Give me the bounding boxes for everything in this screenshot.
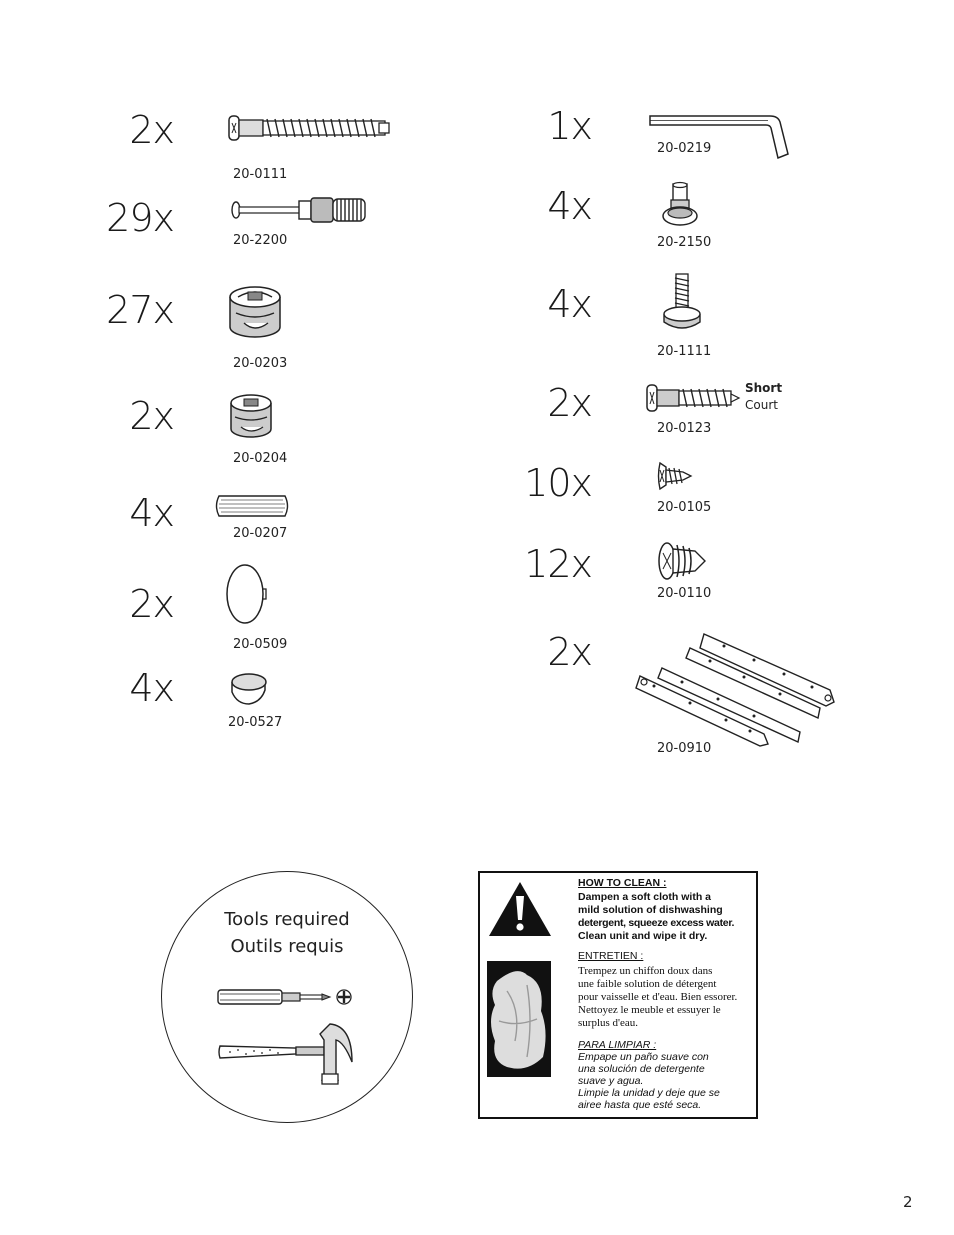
clean-line-en: Clean unit and wipe it dry. [578,930,708,942]
cleaning-instructions-panel [478,871,758,1119]
part-quantity: 10x [524,461,592,505]
part-quantity: 12x [524,542,592,586]
cam-bolt-with-sleeve-icon [231,195,371,225]
part-quantity: 2x [129,582,174,626]
clean-line-fr: Trempez un chiffon doux dans [578,965,713,977]
clean-line-es: una solución de detergente [578,1063,705,1075]
part-code: 20-0207 [233,526,288,541]
clean-line-es: airee hasta que esté seca. [578,1099,702,1111]
part-code: 20-0910 [657,741,712,756]
part-code: 20-0111 [233,167,288,182]
clean-heading-es: PARA LIMPIAR : [578,1039,657,1051]
clean-line-es: suave y agua. [578,1075,644,1087]
tools-title-en: Tools required [224,909,350,930]
drywall-anchor-icon [657,541,709,581]
clean-line-es: Limpie la unidad y deje que se [578,1087,720,1099]
part-quantity: 2x [129,108,174,152]
long-cam-bolt-icon [227,114,393,142]
part-quantity: 2x [547,381,592,425]
part-code: 20-0110 [657,586,712,601]
size-note-en: Short [745,381,783,395]
part-code: 20-0105 [657,500,712,515]
wood-dowel-icon [213,494,291,518]
clean-heading-fr: ENTRETIEN : [578,950,644,962]
cleaning-cloth-icon [487,961,551,1077]
part-quantity: 1x [547,104,592,148]
part-quantity: 4x [547,184,592,228]
clean-line-fr: Nettoyez le meuble et essuyer le [578,1004,721,1016]
part-code: 20-0527 [228,715,283,730]
hammer-icon [216,1022,356,1092]
part-quantity: 2x [129,394,174,438]
page-number: 2 [903,1193,913,1211]
short-screw-icon [645,384,741,412]
size-note-fr: Court [745,398,778,412]
cam-lock-icon [228,283,282,339]
part-code: 20-1111 [657,344,712,359]
size-note [745,380,782,414]
tools-title-fr: Outils requis [230,936,344,957]
part-code: 20-2150 [657,235,712,250]
cover-cap-icon [225,563,271,625]
part-quantity: 29x [106,196,174,240]
part-code: 20-0509 [233,637,288,652]
part-quantity: 27x [106,288,174,332]
wood-screw-icon [657,461,693,491]
clean-line-fr: pour vaisselle et d'eau. Bien essorer. [578,991,738,1003]
furniture-glide-icon [229,672,269,706]
clean-line-en: mild solution of dishwashing [578,904,723,916]
warning-icon [487,880,553,942]
phillips-screwdriver-icon [216,984,356,1014]
tools-required-panel [161,871,413,1123]
clean-line-fr: une faible solution de détergent [578,978,717,990]
part-code: 20-0219 [657,141,712,156]
part-quantity: 4x [129,666,174,710]
part-code: 20-0204 [233,451,288,466]
clean-line-en: detergent, squeeze excess water. [578,917,735,929]
clean-line-fr: surplus d'eau. [578,1017,639,1029]
clean-heading-en: HOW TO CLEAN : [578,877,667,889]
part-quantity: 4x [547,282,592,326]
part-quantity: 4x [129,491,174,535]
part-code: 20-0123 [657,421,712,436]
leveler-foot-icon [661,182,699,228]
part-quantity: 2x [547,630,592,674]
part-code: 20-0203 [233,356,288,371]
drawer-slide-icon [634,630,838,748]
part-code: 20-2200 [233,233,288,248]
clean-line-es: Empape un paño suave con [578,1051,709,1063]
small-cam-lock-icon [229,393,273,439]
threaded-leveler-icon [661,272,703,334]
clean-line-en: Dampen a soft cloth with a [578,891,712,903]
